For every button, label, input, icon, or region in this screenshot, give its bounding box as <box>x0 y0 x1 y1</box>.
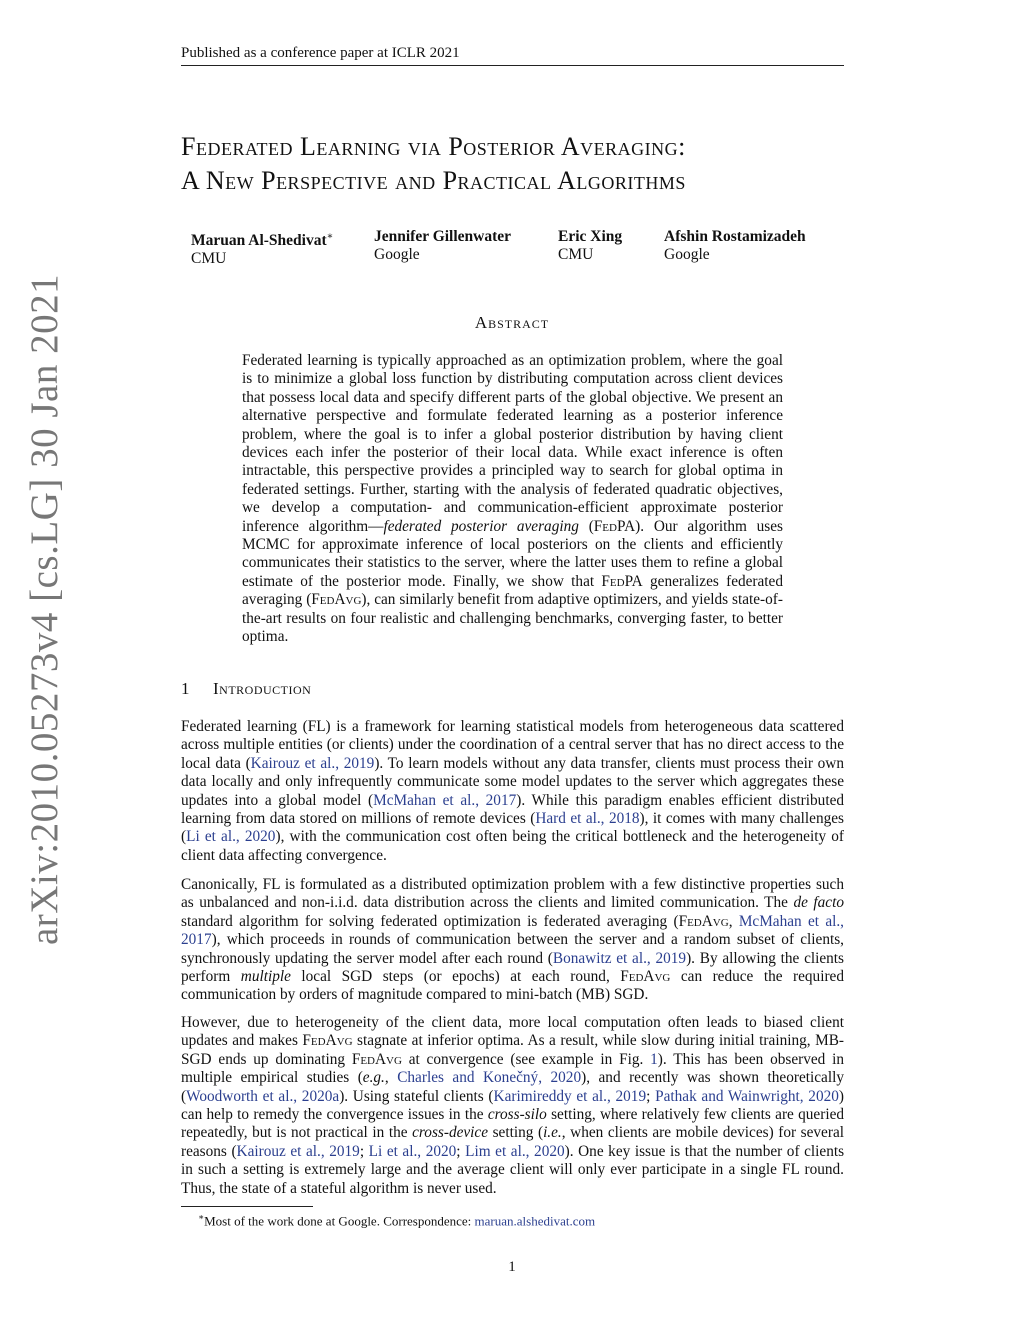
author-block <box>664 228 806 264</box>
author-affiliation: Google <box>664 246 710 263</box>
author-block <box>374 228 511 264</box>
citation-link[interactable]: Bonawitz et al., 2019 <box>552 949 687 967</box>
author-affiliation: CMU <box>191 250 227 268</box>
author-name: Eric Xing <box>558 228 623 245</box>
citation-link[interactable]: Li et al., 2020 <box>368 1142 457 1160</box>
citation-link[interactable]: Li et al., 2020 <box>186 828 276 846</box>
abstract-heading: Abstract <box>474 313 550 332</box>
title-line-2: A New Perspective and Practical Algorithms <box>181 166 686 195</box>
citation-link[interactable]: Woodworth et al., 2020a <box>186 1087 340 1105</box>
paragraph-1: Federated learning (FL) is a framework for learning statistical models from heterogeneous data scattered across multiple entities (or clients) under the coordination of a central server that has no direct access to the local data (Kairouz et al., 2019). To learn models without any data transfer, clients must process their own data locally and only infrequently communicate some model updates to the server which aggregates these updates into a global model (McMahan et al., 2017). While this paradigm enables efficient distributed learning from data stored on millions of remote devices (Hard et al., 2018), it comes with many challenges (Li et al., 2020), with the communication cost often being the critical bottleneck and the heterogeneity of client data affecting convergence. <box>181 718 845 864</box>
abstract-body: Federated learning is typically approached as an optimization problem, where the goal is to minimize a global loss function by distributing computation across client devices that possess local data and specify different parts of the global objective. We present an alternative perspective and formulate federated learning as a posterior inference problem, where the goal is to infer a global posterior distribution by having client devices each infer the posterior of their local data. While exact inference is often intractable, this perspective provides a principled way to search for global optima in federated settings. Further, starting with the analysis of federated quadratic objectives, we develop a computation- and communication-efficient approximate posterior inference algorithm—federated posterior averaging (FedPA). Our algorithm uses MCMC for approximate inference of local posteriors on the clients and efficiently communicates their statistics to the server, where the latter uses them to refine a global estimate of the posterior mode. Finally, we show that FedPA generalizes federated averaging (FedAvg), can similarly benefit from adaptive optimizers, and yields state-of-the-art results on four realistic and challenging benchmarks, converging faster, to better optima. <box>242 352 783 646</box>
citation-link[interactable]: Kairouz et al., 2019 <box>250 754 375 772</box>
section-heading-introduction <box>181 679 311 699</box>
citation-link[interactable]: Kairouz et al., 2019 <box>236 1142 360 1160</box>
paragraph-3: However, due to heterogeneity of the client data, more local computation often leads to biased client updates and makes FedAvg stagnate at inferior optima. As a result, while slow during initial training, MB-SGD ends up dominating FedAvg at convergence (see example in Fig. 1). This has been observed in multiple empirical studies (e.g., Charles and Konečný, 2020), and recently was shown theoretically (Woodworth et al., 2020a). Using stateful clients (Karimireddy et al., 2019; Pathak and Wainwright, 2020) can help to remedy the convergence issues in the cross-silo setting, where relatively few clients are queried repeatedly, but is not practical in the cross-device setting (i.e., when clients are mobile devices) for several reasons (Kairouz et al., 2019; Li et al., 2020; Lim et al., 2020). One key issue is that the number of clients in such a setting is extremely large and the average client will only ever participate in a single FL round. Thus, the state of a stateful algorithm is never used. <box>181 1014 845 1197</box>
author-block <box>558 228 622 264</box>
paper-title <box>181 130 861 198</box>
section-title: Introduction <box>213 679 312 698</box>
citation-link[interactable]: Hard et al., 2018 <box>535 810 640 828</box>
citation-link[interactable]: McMahan et al., 2017 <box>373 791 517 809</box>
running-header: Published as a conference paper at ICLR 2021 <box>181 45 460 61</box>
correspondence-link[interactable]: maruan.alshedivat.com <box>474 1213 596 1229</box>
author-name: Afshin Rostamizadeh <box>664 228 806 245</box>
citation-link[interactable]: Charles and Konečný, 2020 <box>397 1069 582 1087</box>
paragraph-2: Canonically, FL is formulated as a distributed optimization problem with a few distinctive properties such as unbalanced and non-i.i.d. data distribution across the clients and limited communication. The de facto standard algorithm for solving federated optimization is federated averaging (FedAvg, McMahan et al., 2017), which proceeds in rounds of communication between the server and a random subset of clients, synchronously updating the server model after each round (Bonawitz et al., 2019). By allowing the clients perform multiple local SGD steps (or epochs) at each round, FedAvg can reduce the required communication by orders of magnitude compared to mini-batch (MB) SGD. <box>181 876 845 1004</box>
footnote-rule <box>181 1206 313 1207</box>
footnote: ∗Most of the work done at Google. Correspondence: maruan.alshedivat.com <box>198 1212 596 1229</box>
author-affiliation: CMU <box>558 246 594 263</box>
author-name: Jennifer Gillenwater <box>374 228 512 245</box>
header-rule <box>181 65 844 66</box>
citation-link[interactable]: McMahan et al., 2017 <box>181 912 845 949</box>
footnote-mark: ∗ <box>198 1212 205 1222</box>
title-line-1: Federated Learning via Posterior Averaging: <box>181 132 686 161</box>
citation-link[interactable]: Pathak and Wainwright, 2020 <box>655 1087 839 1105</box>
author-name: Maruan Al-Shedivat∗ <box>191 231 334 250</box>
citation-link[interactable]: Lim et al., 2020 <box>465 1142 565 1160</box>
author-footnote-mark: ∗ <box>326 231 334 242</box>
arxiv-identifier: arXiv:2010.05273v4 [cs.LG] 30 Jan 2021 <box>23 273 66 945</box>
page-number: 1 <box>508 1259 516 1275</box>
method-name: federated posterior averaging <box>383 517 579 535</box>
citation-link[interactable]: Karimireddy et al., 2019 <box>493 1087 647 1105</box>
section-number: 1 <box>181 679 190 698</box>
author-block <box>191 228 333 268</box>
figure-reference-link[interactable]: 1 <box>650 1050 658 1068</box>
author-affiliation: Google <box>374 246 420 263</box>
